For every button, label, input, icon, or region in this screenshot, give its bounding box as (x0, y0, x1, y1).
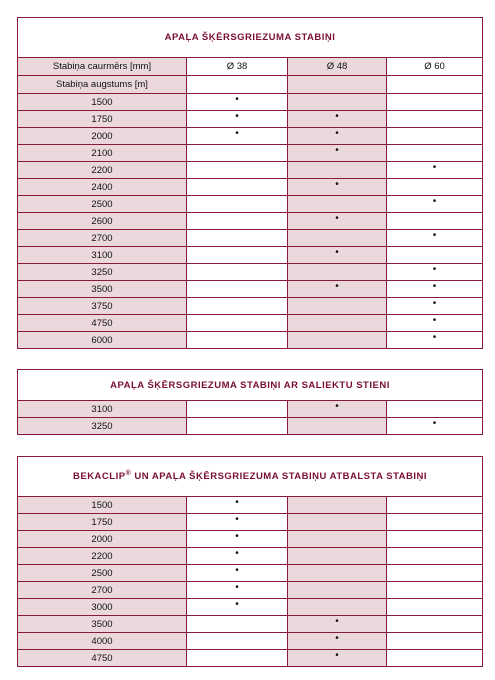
availability-cell (187, 145, 288, 162)
height-cell: 2400 (18, 179, 187, 196)
availability-marker: • (335, 280, 339, 292)
availability-marker: • (335, 127, 339, 139)
availability-cell (187, 281, 288, 298)
availability-marker: • (235, 513, 239, 525)
table-row (18, 230, 483, 247)
availability-cell (187, 401, 288, 418)
height-cell: 3100 (18, 401, 187, 418)
availability-cell (387, 332, 483, 349)
availability-cell (187, 616, 288, 633)
availability-marker: • (432, 417, 437, 429)
table-title: APAĻA ŠĶĒRSGRIEZUMA STABIŅI AR SALIEKTU STIENI (18, 370, 483, 401)
availability-cell (387, 213, 483, 230)
availability-cell (187, 332, 288, 349)
availability-cell (187, 162, 288, 179)
availability-cell (288, 145, 387, 162)
availability-marker: • (432, 195, 437, 207)
bekaclip-support-posts-table (17, 456, 483, 667)
availability-marker: • (432, 263, 437, 275)
table-row (18, 179, 483, 196)
height-cell: 2000 (18, 128, 187, 145)
availability-cell (288, 213, 387, 230)
availability-cell (387, 179, 483, 196)
height-cell: 1750 (18, 514, 187, 531)
availability-cell (187, 179, 288, 196)
availability-cell (387, 145, 483, 162)
availability-cell (187, 315, 288, 332)
table-row (18, 633, 483, 650)
availability-cell (187, 565, 288, 582)
height-cell: 2500 (18, 565, 187, 582)
empty-cell (387, 76, 483, 94)
empty-cell (187, 76, 288, 94)
table-title: APAĻA ŠĶĒRSGRIEZUMA STABIŅI (18, 18, 483, 58)
availability-cell (288, 401, 387, 418)
table-row (18, 418, 483, 435)
availability-cell (387, 531, 483, 548)
availability-cell (187, 196, 288, 213)
availability-cell (187, 264, 288, 281)
table-row (18, 332, 483, 349)
availability-cell (187, 548, 288, 565)
height-cell: 3000 (18, 599, 187, 616)
height-cell: 3500 (18, 281, 187, 298)
bent-bar-posts-table (17, 369, 483, 435)
availability-cell (288, 128, 387, 145)
availability-marker: • (432, 280, 437, 292)
availability-cell (187, 213, 288, 230)
height-cell: 4000 (18, 633, 187, 650)
height-cell: 2600 (18, 213, 187, 230)
availability-marker: • (432, 161, 437, 173)
height-cell: 2700 (18, 582, 187, 599)
availability-marker: • (235, 127, 239, 139)
table-row (18, 196, 483, 213)
availability-cell (187, 531, 288, 548)
availability-cell (387, 281, 483, 298)
availability-cell (187, 650, 288, 667)
availability-cell (387, 497, 483, 514)
availability-marker: • (235, 110, 239, 122)
table-row (18, 565, 483, 582)
availability-cell (387, 418, 483, 435)
availability-cell (288, 599, 387, 616)
availability-cell (187, 230, 288, 247)
availability-cell (288, 582, 387, 599)
availability-cell (288, 548, 387, 565)
column-header-60: Ø 60 (387, 58, 483, 76)
availability-cell (187, 247, 288, 264)
table-row (18, 162, 483, 179)
height-cell: 3500 (18, 616, 187, 633)
availability-cell (288, 315, 387, 332)
availability-cell (288, 418, 387, 435)
availability-cell (387, 582, 483, 599)
table-row (18, 401, 483, 418)
availability-marker: • (235, 530, 239, 542)
availability-cell (387, 264, 483, 281)
height-header-label: Stabiņa augstums [m] (18, 76, 187, 94)
availability-marker: • (432, 331, 437, 343)
availability-marker: • (235, 581, 239, 593)
table-row (18, 315, 483, 332)
availability-cell (387, 616, 483, 633)
availability-cell (187, 94, 288, 111)
table-row (18, 94, 483, 111)
availability-marker: • (335, 178, 339, 190)
availability-cell (288, 94, 387, 111)
availability-cell (187, 514, 288, 531)
availability-cell (288, 332, 387, 349)
table-row (18, 514, 483, 531)
height-cell: 2000 (18, 531, 187, 548)
diameter-header-label: Stabiņa caurmērs [mm] (18, 58, 187, 76)
availability-cell (387, 401, 483, 418)
availability-cell (387, 565, 483, 582)
availability-cell (387, 514, 483, 531)
height-cell: 1500 (18, 94, 187, 111)
availability-marker: • (335, 615, 339, 627)
availability-cell (387, 548, 483, 565)
availability-cell (387, 599, 483, 616)
availability-cell (387, 94, 483, 111)
availability-marker: • (432, 229, 437, 241)
height-cell: 2200 (18, 548, 187, 565)
availability-marker: • (235, 564, 239, 576)
availability-cell (187, 418, 288, 435)
table-row (18, 145, 483, 162)
table-row (18, 548, 483, 565)
availability-cell (288, 650, 387, 667)
height-cell: 3100 (18, 247, 187, 264)
round-posts-table (17, 17, 483, 349)
table-row (18, 531, 483, 548)
height-cell: 2100 (18, 145, 187, 162)
height-cell: 2200 (18, 162, 187, 179)
table-row (18, 497, 483, 514)
height-cell: 4750 (18, 650, 187, 667)
availability-marker: • (335, 400, 339, 412)
availability-marker: • (335, 212, 339, 224)
column-header-48: Ø 48 (288, 58, 387, 76)
table-row (18, 128, 483, 145)
availability-marker: • (235, 496, 239, 508)
availability-marker: • (432, 297, 437, 309)
availability-cell (187, 298, 288, 315)
availability-cell (288, 565, 387, 582)
table-title (18, 457, 483, 497)
availability-marker: • (335, 632, 339, 644)
availability-cell (288, 162, 387, 179)
height-cell: 3750 (18, 298, 187, 315)
availability-cell (288, 616, 387, 633)
availability-cell (387, 230, 483, 247)
availability-cell (387, 247, 483, 264)
availability-marker: • (335, 144, 339, 156)
height-cell: 4750 (18, 315, 187, 332)
availability-marker: • (235, 598, 239, 610)
table-row (18, 599, 483, 616)
availability-cell (187, 582, 288, 599)
table-row (18, 281, 483, 298)
availability-cell (288, 514, 387, 531)
availability-cell (288, 111, 387, 128)
table-row (18, 264, 483, 281)
height-cell: 2500 (18, 196, 187, 213)
availability-marker: • (432, 314, 437, 326)
availability-cell (288, 264, 387, 281)
availability-cell (387, 111, 483, 128)
availability-cell (387, 196, 483, 213)
empty-cell (288, 76, 387, 94)
availability-cell (187, 633, 288, 650)
table-row (18, 298, 483, 315)
table-row (18, 247, 483, 264)
availability-cell (187, 128, 288, 145)
availability-cell (288, 298, 387, 315)
table-row (18, 650, 483, 667)
availability-cell (288, 281, 387, 298)
availability-cell (387, 650, 483, 667)
title-brand: BEKACLIP (73, 471, 126, 483)
availability-cell (187, 111, 288, 128)
registered-mark: ® (125, 470, 132, 478)
height-cell: 1750 (18, 111, 187, 128)
height-cell: 3250 (18, 264, 187, 281)
availability-cell (288, 230, 387, 247)
availability-marker: • (335, 649, 339, 661)
table-row (18, 582, 483, 599)
height-cell: 1500 (18, 497, 187, 514)
availability-cell (288, 497, 387, 514)
availability-marker: • (335, 110, 339, 122)
availability-cell (288, 179, 387, 196)
title-rest: UN APAĻA ŠĶĒRSGRIEZUMA STABIŅU ATBALSTA STABIŅI (131, 471, 428, 483)
availability-marker: • (235, 547, 239, 559)
availability-cell (387, 162, 483, 179)
column-header-38: Ø 38 (187, 58, 288, 76)
table-row (18, 616, 483, 633)
availability-cell (387, 315, 483, 332)
availability-marker: • (235, 93, 239, 105)
availability-cell (288, 196, 387, 213)
availability-cell (187, 497, 288, 514)
availability-marker: • (335, 246, 339, 258)
height-cell: 3250 (18, 418, 187, 435)
availability-cell (187, 599, 288, 616)
availability-cell (387, 128, 483, 145)
availability-cell (288, 247, 387, 264)
availability-cell (288, 531, 387, 548)
table-row (18, 111, 483, 128)
availability-cell (288, 633, 387, 650)
availability-cell (387, 298, 483, 315)
table-row (18, 213, 483, 230)
availability-cell (387, 633, 483, 650)
height-cell: 6000 (18, 332, 187, 349)
height-cell: 2700 (18, 230, 187, 247)
